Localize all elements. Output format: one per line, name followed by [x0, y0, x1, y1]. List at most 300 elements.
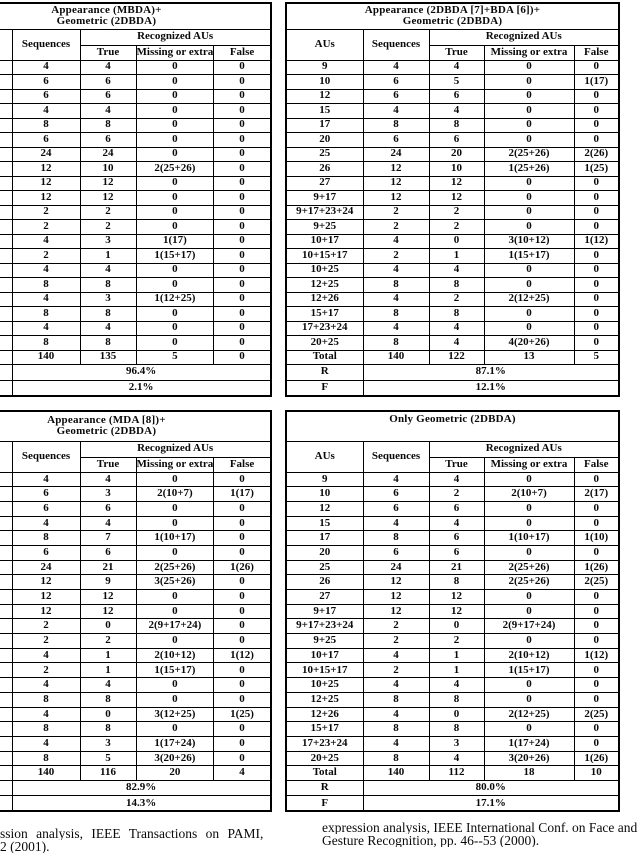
value-cell: 0 — [214, 751, 271, 766]
total-value: 13 — [484, 350, 574, 365]
value-cell: 0 — [80, 619, 136, 634]
value-cell: 0 — [214, 531, 271, 546]
value-cell: 1(15+17) — [484, 249, 574, 264]
au-cell: 27 — [286, 590, 363, 605]
value-cell: 0 — [429, 234, 484, 249]
value-cell: 4 — [429, 751, 484, 766]
au-cell: 15 — [286, 104, 363, 119]
total-value: 5 — [136, 350, 214, 365]
value-cell: 12 — [80, 590, 136, 605]
value-cell: 0 — [214, 162, 271, 177]
table-title-line: Appearance (MDA [8])+ — [47, 413, 166, 426]
au-cell: 15 — [286, 516, 363, 531]
value-cell: 6 — [363, 487, 429, 502]
table-row — [0, 648, 271, 663]
value-cell: 6 — [12, 501, 80, 516]
value-cell: 6 — [363, 545, 429, 560]
value-cell: 6 — [80, 75, 136, 90]
au-cell — [0, 707, 12, 722]
value-cell: 0 — [214, 736, 271, 751]
header-recognized: Recognized AUs — [429, 441, 619, 457]
value-cell: 0 — [484, 75, 574, 90]
total-label: Total — [286, 766, 363, 781]
value-cell: 0 — [574, 176, 619, 191]
value-cell: 4 — [429, 321, 484, 336]
header-sequences: Sequences — [12, 29, 80, 60]
total-value: 20 — [136, 766, 214, 781]
total-value: 4 — [214, 766, 271, 781]
value-cell: 0 — [136, 176, 214, 191]
value-cell: 2(17) — [574, 487, 619, 502]
value-cell: 0 — [136, 104, 214, 119]
value-cell: 2 — [363, 619, 429, 634]
value-cell: 0 — [574, 60, 619, 75]
value-cell: 0 — [80, 707, 136, 722]
table-row — [0, 604, 271, 619]
value-cell: 0 — [574, 604, 619, 619]
table-row — [286, 560, 619, 575]
total-value: 140 — [363, 350, 429, 365]
value-cell: 4 — [429, 60, 484, 75]
value-cell: 0 — [484, 545, 574, 560]
header-missing: Missing or extra — [484, 457, 574, 472]
value-cell: 4 — [429, 104, 484, 119]
value-cell: 0 — [574, 590, 619, 605]
table-row — [286, 678, 619, 693]
au-cell: 10+25 — [286, 263, 363, 278]
value-cell: 8 — [12, 531, 80, 546]
summary-value: 14.3% — [12, 796, 271, 812]
value-cell: 1(26) — [574, 560, 619, 575]
value-cell: 3(20+26) — [484, 751, 574, 766]
au-cell: 9+17 — [286, 604, 363, 619]
table-row — [0, 472, 271, 487]
au-cell: 26 — [286, 162, 363, 177]
table-row — [286, 707, 619, 722]
value-cell: 0 — [574, 545, 619, 560]
value-cell: 2(25+26) — [484, 575, 574, 590]
table-row — [0, 104, 271, 119]
value-cell: 12 — [12, 575, 80, 590]
value-cell: 0 — [574, 663, 619, 678]
total-label: Total — [286, 350, 363, 365]
value-cell: 8 — [80, 118, 136, 133]
table-row — [286, 487, 619, 502]
total-value: 140 — [12, 766, 80, 781]
au-cell: 10+15+17 — [286, 249, 363, 264]
au-cell — [0, 220, 12, 235]
value-cell: 24 — [363, 560, 429, 575]
value-cell: 2(9+17+24) — [136, 619, 214, 634]
au-cell: 12+25 — [286, 278, 363, 293]
au-cell — [0, 501, 12, 516]
au-cell: 10 — [286, 75, 363, 90]
total-value: 116 — [80, 766, 136, 781]
value-cell: 10 — [80, 162, 136, 177]
summary-row — [286, 365, 619, 381]
header-true: True — [429, 45, 484, 60]
value-cell: 8 — [363, 751, 429, 766]
value-cell: 0 — [484, 133, 574, 148]
summary-label — [0, 780, 12, 796]
value-cell: 6 — [80, 133, 136, 148]
value-cell: 1(15+17) — [136, 663, 214, 678]
value-cell: 0 — [214, 575, 271, 590]
value-cell: 4 — [363, 472, 429, 487]
value-cell: 0 — [484, 590, 574, 605]
value-cell: 6 — [429, 89, 484, 104]
value-cell: 0 — [574, 278, 619, 293]
value-cell: 8 — [12, 336, 80, 351]
table-row — [0, 722, 271, 737]
value-cell: 0 — [484, 220, 574, 235]
total-value: 5 — [574, 350, 619, 365]
value-cell: 8 — [80, 336, 136, 351]
value-cell: 0 — [136, 118, 214, 133]
value-cell: 0 — [574, 619, 619, 634]
value-cell: 12 — [12, 604, 80, 619]
table-row — [286, 162, 619, 177]
au-cell — [0, 634, 12, 649]
table-appearance-mda-geometric — [0, 410, 272, 812]
value-cell: 8 — [429, 575, 484, 590]
value-cell: 0 — [214, 118, 271, 133]
value-cell: 4 — [363, 263, 429, 278]
total-value: 140 — [12, 350, 80, 365]
table-row — [0, 663, 271, 678]
value-cell: 0 — [484, 307, 574, 322]
header-aus — [0, 441, 12, 472]
value-cell: 0 — [214, 133, 271, 148]
value-cell: 6 — [363, 501, 429, 516]
summary-label: R — [286, 780, 363, 796]
value-cell: 12 — [12, 191, 80, 206]
au-cell: 9 — [286, 472, 363, 487]
au-cell: 9+17+23+24 — [286, 205, 363, 220]
au-cell — [0, 263, 12, 278]
value-cell: 6 — [12, 545, 80, 560]
table-title-line: Appearance (MBDA)+ — [51, 3, 162, 16]
value-cell: 0 — [214, 604, 271, 619]
value-cell: 1(10+17) — [136, 531, 214, 546]
value-cell: 6 — [429, 531, 484, 546]
value-cell: 0 — [214, 249, 271, 264]
value-cell: 0 — [136, 307, 214, 322]
au-cell: 9+17+23+24 — [286, 619, 363, 634]
table-row — [286, 176, 619, 191]
summary-value: 82.9% — [12, 780, 271, 796]
value-cell: 7 — [80, 531, 136, 546]
value-cell: 1(12) — [574, 648, 619, 663]
table-row — [286, 604, 619, 619]
value-cell: 12 — [363, 176, 429, 191]
value-cell: 24 — [12, 560, 80, 575]
value-cell: 0 — [136, 336, 214, 351]
header-recognized: Recognized AUs — [80, 29, 271, 45]
value-cell: 0 — [574, 736, 619, 751]
table-row — [0, 736, 271, 751]
table-row — [0, 751, 271, 766]
au-cell — [0, 205, 12, 220]
table-row — [0, 336, 271, 351]
value-cell: 20 — [429, 147, 484, 162]
table-row — [286, 590, 619, 605]
header-aus: AUs — [286, 29, 363, 60]
au-cell — [0, 89, 12, 104]
table-row — [286, 531, 619, 546]
value-cell: 12 — [363, 590, 429, 605]
value-cell: 0 — [484, 60, 574, 75]
au-cell: 9+25 — [286, 220, 363, 235]
value-cell: 2(12+25) — [484, 707, 574, 722]
value-cell: 12 — [12, 176, 80, 191]
value-cell: 4 — [429, 336, 484, 351]
summary-row — [286, 380, 619, 396]
table-appearance-2dbda-bda-geometric — [285, 2, 620, 397]
au-cell: 20+25 — [286, 751, 363, 766]
value-cell: 2 — [429, 205, 484, 220]
table-appearance-2dbda-bda-geometric-grid — [285, 2, 620, 397]
au-cell — [0, 590, 12, 605]
header-recognized: Recognized AUs — [429, 29, 619, 45]
header-missing: Missing or extra — [136, 45, 214, 60]
value-cell: 0 — [214, 176, 271, 191]
au-cell: 12 — [286, 501, 363, 516]
value-cell: 0 — [574, 516, 619, 531]
value-cell: 4 — [80, 104, 136, 119]
value-cell: 1(10) — [574, 531, 619, 546]
value-cell: 0 — [136, 60, 214, 75]
summary-row — [0, 780, 271, 796]
table-row — [0, 590, 271, 605]
value-cell: 0 — [574, 722, 619, 737]
value-cell: 0 — [136, 147, 214, 162]
summary-row — [0, 365, 271, 381]
au-cell — [0, 560, 12, 575]
table-row — [0, 75, 271, 90]
value-cell: 0 — [574, 501, 619, 516]
value-cell: 0 — [429, 619, 484, 634]
value-cell: 2 — [363, 663, 429, 678]
au-cell: 10+17 — [286, 648, 363, 663]
table-row — [0, 205, 271, 220]
header-sequences: Sequences — [363, 441, 429, 472]
value-cell: 2(25+26) — [484, 560, 574, 575]
value-cell: 2 — [429, 292, 484, 307]
value-cell: 2 — [12, 220, 80, 235]
value-cell: 8 — [363, 118, 429, 133]
header-sequences: Sequences — [12, 441, 80, 472]
summary-label: F — [286, 796, 363, 812]
total-label — [0, 350, 12, 365]
table-row — [286, 516, 619, 531]
table-row — [0, 162, 271, 177]
value-cell: 0 — [484, 191, 574, 206]
table-row — [0, 147, 271, 162]
value-cell: 0 — [214, 692, 271, 707]
value-cell: 0 — [214, 545, 271, 560]
value-cell: 2 — [80, 205, 136, 220]
value-cell: 8 — [80, 307, 136, 322]
value-cell: 1 — [80, 663, 136, 678]
value-cell: 0 — [136, 501, 214, 516]
au-cell: 20+25 — [286, 336, 363, 351]
summary-value: 96.4% — [12, 365, 271, 381]
au-cell — [0, 472, 12, 487]
au-cell: 10+15+17 — [286, 663, 363, 678]
value-cell: 6 — [80, 545, 136, 560]
value-cell: 2 — [363, 249, 429, 264]
table-row — [286, 336, 619, 351]
value-cell: 4 — [80, 516, 136, 531]
value-cell: 0 — [214, 634, 271, 649]
value-cell: 0 — [574, 205, 619, 220]
value-cell: 0 — [214, 336, 271, 351]
summary-row — [0, 796, 271, 812]
value-cell: 0 — [136, 220, 214, 235]
value-cell: 2(9+17+24) — [484, 619, 574, 634]
value-cell: 2 — [12, 619, 80, 634]
table-row — [0, 692, 271, 707]
value-cell: 0 — [484, 692, 574, 707]
value-cell: 0 — [214, 220, 271, 235]
value-cell: 8 — [80, 692, 136, 707]
table-row — [286, 648, 619, 663]
table-title-line: Appearance (2DBDA [7]+BDA [6])+ — [364, 3, 541, 16]
value-cell: 0 — [214, 501, 271, 516]
value-cell: 0 — [574, 321, 619, 336]
value-cell: 6 — [363, 89, 429, 104]
value-cell: 24 — [363, 147, 429, 162]
table-row — [286, 191, 619, 206]
value-cell: 12 — [363, 191, 429, 206]
value-cell: 4 — [80, 60, 136, 75]
value-cell: 0 — [136, 590, 214, 605]
au-cell: 17+23+24 — [286, 321, 363, 336]
value-cell: 0 — [214, 472, 271, 487]
value-cell: 3 — [80, 487, 136, 502]
value-cell: 6 — [12, 133, 80, 148]
table-row — [286, 60, 619, 75]
value-cell: 0 — [574, 89, 619, 104]
au-cell: 25 — [286, 560, 363, 575]
value-cell: 4 — [12, 321, 80, 336]
table-row — [0, 220, 271, 235]
value-cell: 0 — [574, 292, 619, 307]
table-row — [286, 133, 619, 148]
total-value: 10 — [574, 766, 619, 781]
table-row — [0, 707, 271, 722]
value-cell: 0 — [136, 678, 214, 693]
au-cell: 9 — [286, 60, 363, 75]
table-row — [286, 722, 619, 737]
value-cell: 6 — [12, 487, 80, 502]
value-cell: 8 — [80, 278, 136, 293]
au-cell: 10+17 — [286, 234, 363, 249]
value-cell: 0 — [136, 263, 214, 278]
au-cell — [0, 736, 12, 751]
value-cell: 2 — [363, 220, 429, 235]
total-value: 135 — [80, 350, 136, 365]
au-cell — [0, 321, 12, 336]
value-cell: 12 — [80, 176, 136, 191]
total-row — [0, 350, 271, 365]
value-cell: 4 — [363, 516, 429, 531]
value-cell: 4 — [429, 678, 484, 693]
value-cell: 0 — [214, 191, 271, 206]
value-cell: 2(25+26) — [136, 162, 214, 177]
value-cell: 1(25) — [574, 162, 619, 177]
value-cell: 8 — [363, 692, 429, 707]
value-cell: 2(25+26) — [136, 560, 214, 575]
value-cell: 0 — [484, 176, 574, 191]
reference-left — [0, 827, 286, 853]
value-cell: 24 — [12, 147, 80, 162]
table-row — [286, 501, 619, 516]
value-cell: 5 — [80, 751, 136, 766]
value-cell: 2(25) — [574, 707, 619, 722]
value-cell: 0 — [214, 147, 271, 162]
table-only-geometric — [285, 410, 620, 812]
au-cell: 20 — [286, 545, 363, 560]
au-cell — [0, 336, 12, 351]
table-row — [286, 575, 619, 590]
value-cell: 2(26) — [574, 147, 619, 162]
value-cell: 0 — [574, 133, 619, 148]
au-cell — [0, 75, 12, 90]
value-cell: 8 — [12, 278, 80, 293]
au-cell — [0, 234, 12, 249]
value-cell: 0 — [574, 634, 619, 649]
table-row — [0, 307, 271, 322]
value-cell: 4 — [363, 321, 429, 336]
value-cell: 4 — [80, 472, 136, 487]
table-row — [0, 278, 271, 293]
value-cell: 12 — [363, 604, 429, 619]
au-cell: 20 — [286, 133, 363, 148]
value-cell: 0 — [136, 321, 214, 336]
au-cell — [0, 619, 12, 634]
table-row — [0, 263, 271, 278]
value-cell: 0 — [214, 619, 271, 634]
value-cell: 4 — [12, 472, 80, 487]
total-label — [0, 766, 12, 781]
value-cell: 6 — [429, 545, 484, 560]
value-cell: 0 — [574, 104, 619, 119]
value-cell: 4 — [363, 234, 429, 249]
table-title — [0, 411, 271, 441]
table-appearance-mbda-geometric — [0, 2, 272, 397]
au-cell — [0, 133, 12, 148]
table-row — [286, 205, 619, 220]
table-row — [286, 751, 619, 766]
value-cell: 8 — [12, 307, 80, 322]
value-cell: 4 — [363, 292, 429, 307]
value-cell: 1 — [80, 249, 136, 264]
table-row — [0, 249, 271, 264]
au-cell: 9+25 — [286, 634, 363, 649]
value-cell: 8 — [80, 722, 136, 737]
au-cell — [0, 292, 12, 307]
value-cell: 1(25) — [214, 707, 271, 722]
au-cell: 26 — [286, 575, 363, 590]
summary-value: 87.1% — [363, 365, 619, 381]
value-cell: 8 — [429, 307, 484, 322]
au-cell — [0, 751, 12, 766]
value-cell: 0 — [484, 501, 574, 516]
value-cell: 3 — [80, 234, 136, 249]
value-cell: 4 — [363, 707, 429, 722]
